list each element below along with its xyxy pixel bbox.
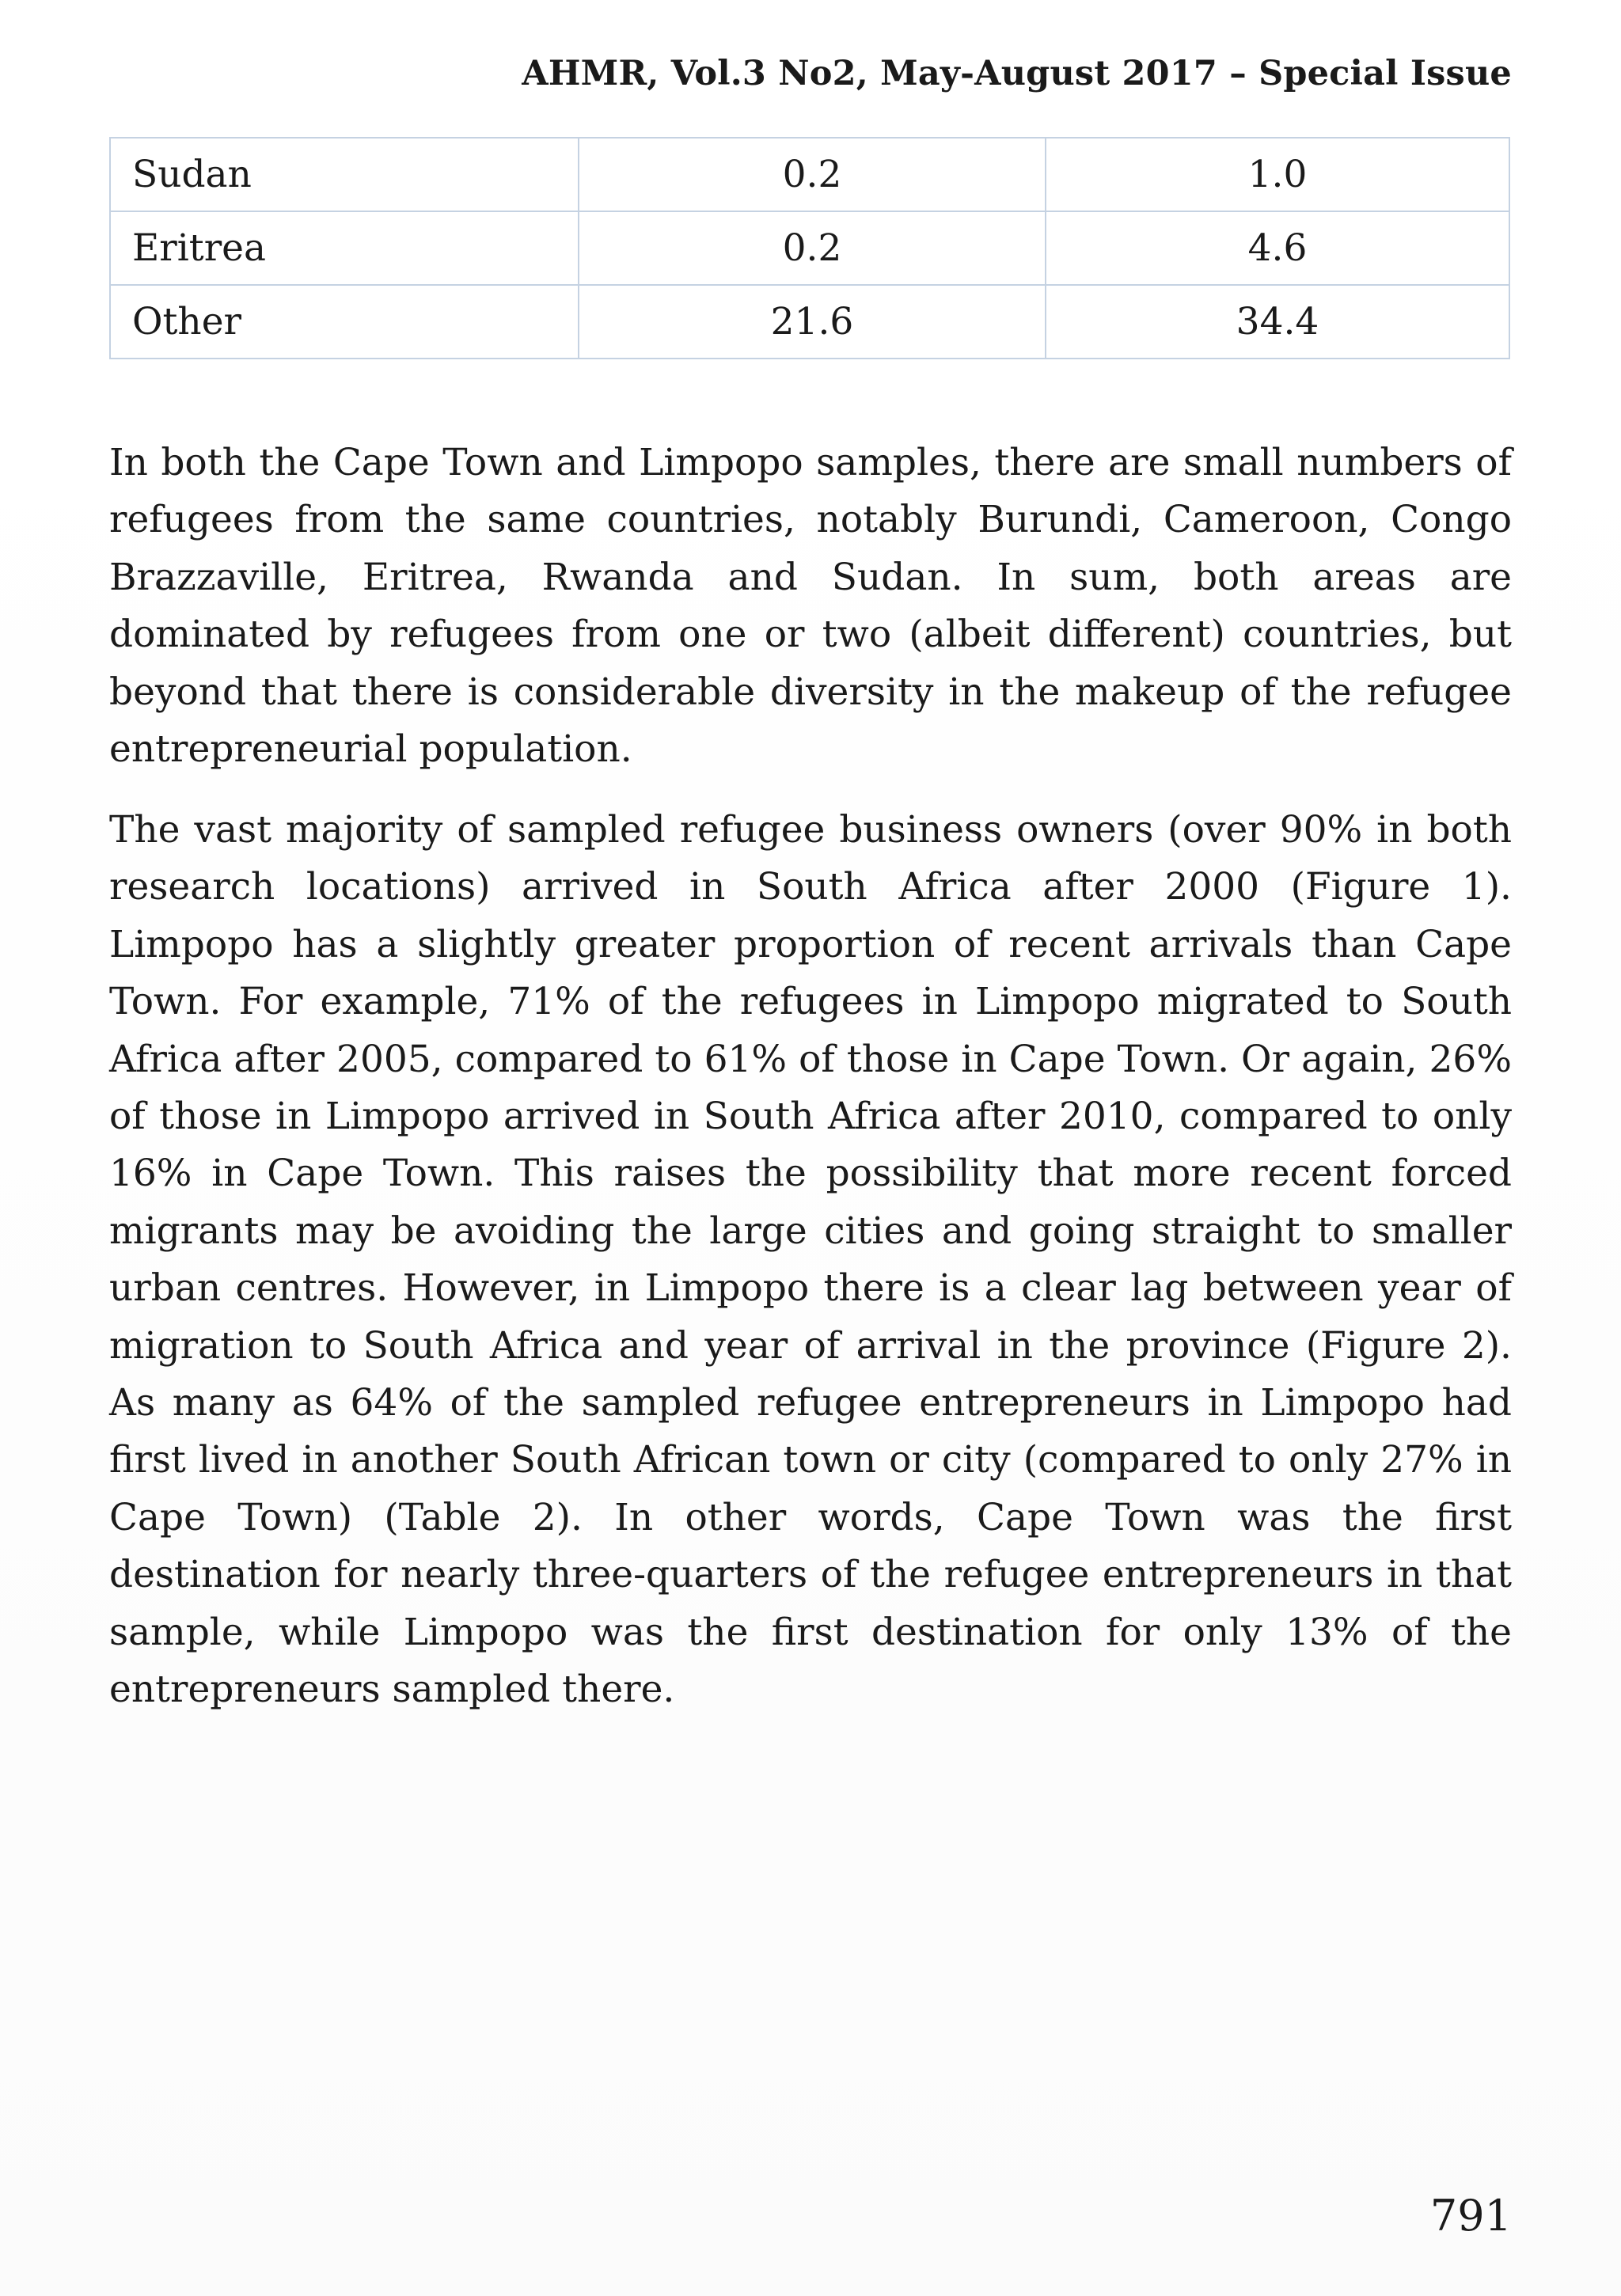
- table-cell-value: 34.4: [1046, 285, 1509, 359]
- body-paragraph: In both the Cape Town and Limpopo samples, there are small numbers of refugees from the same countries, notably Burundi, Cameroon, Congo Brazzaville, Eritrea, Rwanda and Sudan. In sum, both areas are dominated by refugees from one or two (albeit different) countries, but beyond that there is considerable diversity in the makeup of the refugee entrepreneurial population.: [109, 441, 1512, 772]
- table-cell-value: 0.2: [579, 211, 1046, 285]
- table-cell-country: Eritrea: [110, 211, 579, 285]
- table-cell-value: 1.0: [1046, 138, 1509, 211]
- refugee-origin-table: [109, 137, 1510, 359]
- table-cell-country: Sudan: [110, 138, 579, 211]
- page-number: 791: [1429, 2191, 1512, 2241]
- running-header: AHMR, Vol.3 No2, May-August 2017 – Special Issue: [522, 54, 1512, 93]
- body-paragraph: The vast majority of sampled refugee business owners (over 90% in both research locations) arrived in South Africa after 2000 (Figure 1). Limpopo has a slightly greater proportion of recent arrivals than Cape Town. For example, 71% of the refugees in Limpopo migrated to South Africa after 2005, compared to 61% of those in Cape Town. Or again, 26% of those in Limpopo arrived in South Africa after 2010, compared to only 16% in Cape Town. This raises the possibility that more recent forced migrants may be avoiding the large cities and going straight to smaller urban centres. However, in Limpopo there is a clear lag between year of migration to South Africa and year of arrival in the province (Figure 2). As many as 64% of the sampled refugee entrepreneurs in Limpopo had first lived in another South African town or city (compared to only 27% in Cape Town) (Table 2). In other words, Cape Town was the first destination for nearly three-quarters of the refugee entrepreneurs in that sample, while Limpopo was the first destination for only 13% of the entrepreneurs sampled there.: [109, 808, 1512, 1712]
- table-row: [110, 285, 1509, 359]
- table-row: [110, 138, 1509, 211]
- table-row: [110, 211, 1509, 285]
- table-cell-value: 4.6: [1046, 211, 1509, 285]
- table-cell-value: 21.6: [579, 285, 1046, 359]
- table-cell-value: 0.2: [579, 138, 1046, 211]
- table-cell-country: Other: [110, 285, 579, 359]
